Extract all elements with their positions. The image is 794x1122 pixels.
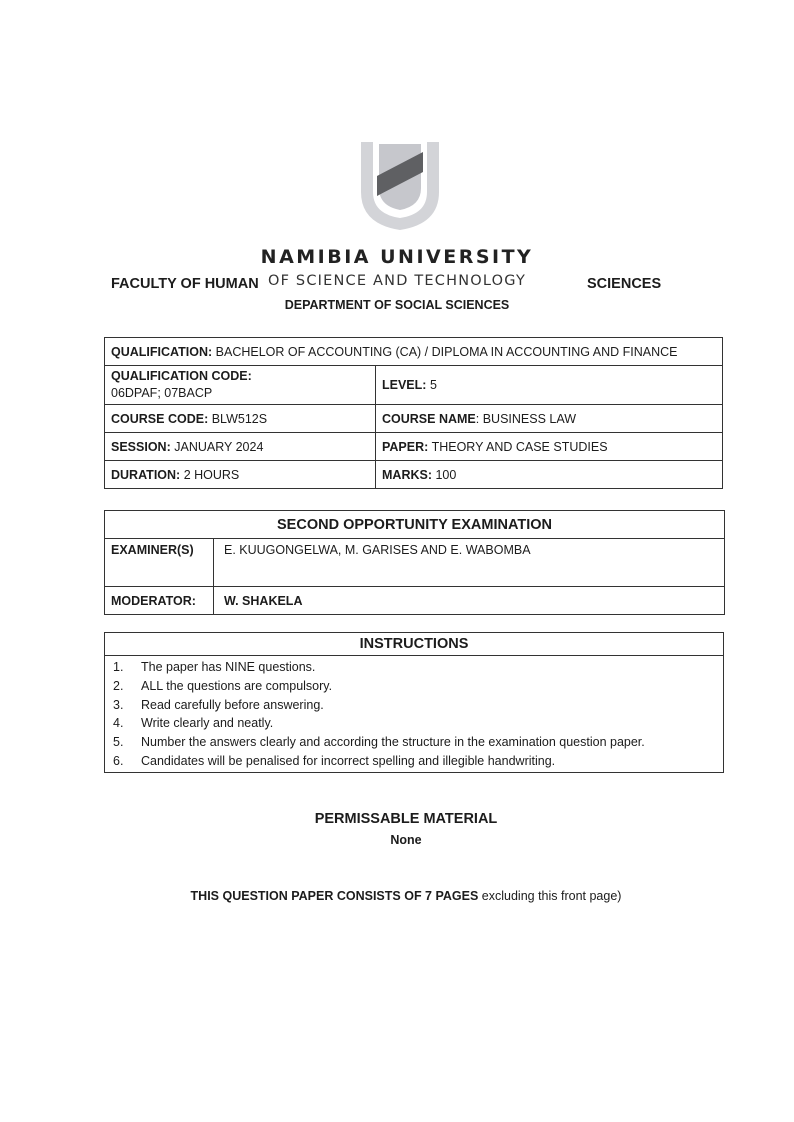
- level-label: LEVEL:: [382, 378, 427, 392]
- qualification-code-value: 06DPAF; 07BACP: [111, 386, 213, 400]
- duration-cell: [105, 461, 376, 489]
- course-code-value: BLW512S: [211, 411, 268, 426]
- page-count-bold: THIS QUESTION PAPER CONSISTS OF 7 PAGES: [190, 889, 479, 903]
- paper-label: PAPER:: [382, 439, 429, 454]
- exam-title: SECOND OPPORTUNITY EXAMINATION: [105, 511, 725, 539]
- item-text: Candidates will be penalised for incorrect spelling and illegible handwriting.: [141, 753, 556, 768]
- course-name-value: : BUSINESS LAW: [475, 411, 577, 426]
- table-row: [105, 338, 723, 366]
- list-item: [105, 714, 723, 733]
- marks-label: MARKS:: [382, 467, 432, 482]
- session-value: JANUARY 2024: [174, 439, 264, 454]
- session-cell: [105, 433, 376, 461]
- item-text: Read carefully before answering.: [141, 697, 324, 712]
- moderator-value: W. SHAKELA: [214, 587, 725, 615]
- course-name-label: COURSE NAME: [382, 411, 476, 426]
- marks-value: 100: [435, 467, 457, 482]
- moderator-label: MODERATOR:: [105, 587, 214, 615]
- course-name-cell: [376, 405, 723, 433]
- course-code-label: COURSE CODE:: [111, 411, 209, 426]
- permissible-material-value: None: [390, 833, 422, 847]
- faculty-name-right: SCIENCES: [587, 276, 662, 292]
- university-subtitle: OF SCIENCE AND TECHNOLOGY: [267, 273, 527, 289]
- examiner-value: E. KUUGONGELWA, M. GARISES AND E. WABOMBA: [214, 539, 725, 587]
- table-row: [105, 461, 723, 489]
- paper-cell: [376, 433, 723, 461]
- table-row: [105, 587, 725, 615]
- item-text: Write clearly and neatly.: [141, 716, 274, 731]
- table-row: [105, 539, 725, 587]
- examiner-label: EXAMINER(S): [105, 539, 214, 587]
- department-name: DEPARTMENT OF SOCIAL SCIENCES: [284, 298, 510, 312]
- level-value: 5: [429, 378, 437, 392]
- table-row: [105, 433, 723, 461]
- instructions-list: [105, 656, 723, 772]
- list-item: [105, 733, 723, 752]
- list-item: [105, 677, 723, 696]
- item-text: Number the answers clearly and according the structure in the examination question paper.: [141, 735, 645, 750]
- item-number: 3.: [113, 697, 124, 712]
- duration-value: 2 HOURS: [183, 467, 240, 482]
- permissible-material-title: PERMISSABLE MATERIAL: [314, 811, 498, 827]
- page-count-note: [0, 889, 794, 903]
- item-number: 4.: [113, 716, 124, 731]
- university-name: NAMIBIA UNIVERSITY: [260, 246, 534, 268]
- page-count-rest: excluding this front page): [478, 889, 622, 903]
- item-number: 6.: [113, 753, 124, 768]
- qualification-label: QUALIFICATION:: [111, 344, 213, 359]
- item-text: ALL the questions are compulsory.: [141, 678, 333, 693]
- duration-label: DURATION:: [111, 467, 181, 482]
- exam-details-table: [104, 510, 725, 615]
- nust-shield-logo-icon: [355, 136, 445, 232]
- item-number: 2.: [113, 678, 124, 693]
- table-row: [105, 511, 725, 539]
- qualification-code-cell: [105, 366, 376, 405]
- session-label: SESSION:: [111, 439, 171, 454]
- qualification-cell: [105, 338, 723, 366]
- qualification-code-label: QUALIFICATION CODE:: [111, 369, 252, 383]
- item-text: The paper has NINE questions.: [141, 660, 316, 674]
- item-number: 1.: [113, 660, 124, 674]
- list-item: [105, 658, 723, 677]
- course-code-cell: [105, 405, 376, 433]
- table-row: [105, 366, 723, 405]
- paper-value: THEORY AND CASE STUDIES: [431, 439, 608, 454]
- table-row: [105, 405, 723, 433]
- qualification-value: BACHELOR OF ACCOUNTING (CA) / DIPLOMA IN ACCOUNTING AND FINANCE: [215, 344, 678, 359]
- list-item: [105, 752, 723, 771]
- item-number: 5.: [113, 735, 124, 750]
- list-item: [105, 696, 723, 715]
- faculty-name-left: FACULTY OF HUMAN: [111, 276, 259, 292]
- instructions-box: [104, 632, 724, 773]
- qualification-table: [104, 337, 723, 489]
- instructions-title: INSTRUCTIONS: [105, 633, 723, 656]
- level-cell: [376, 366, 723, 405]
- marks-cell: [376, 461, 723, 489]
